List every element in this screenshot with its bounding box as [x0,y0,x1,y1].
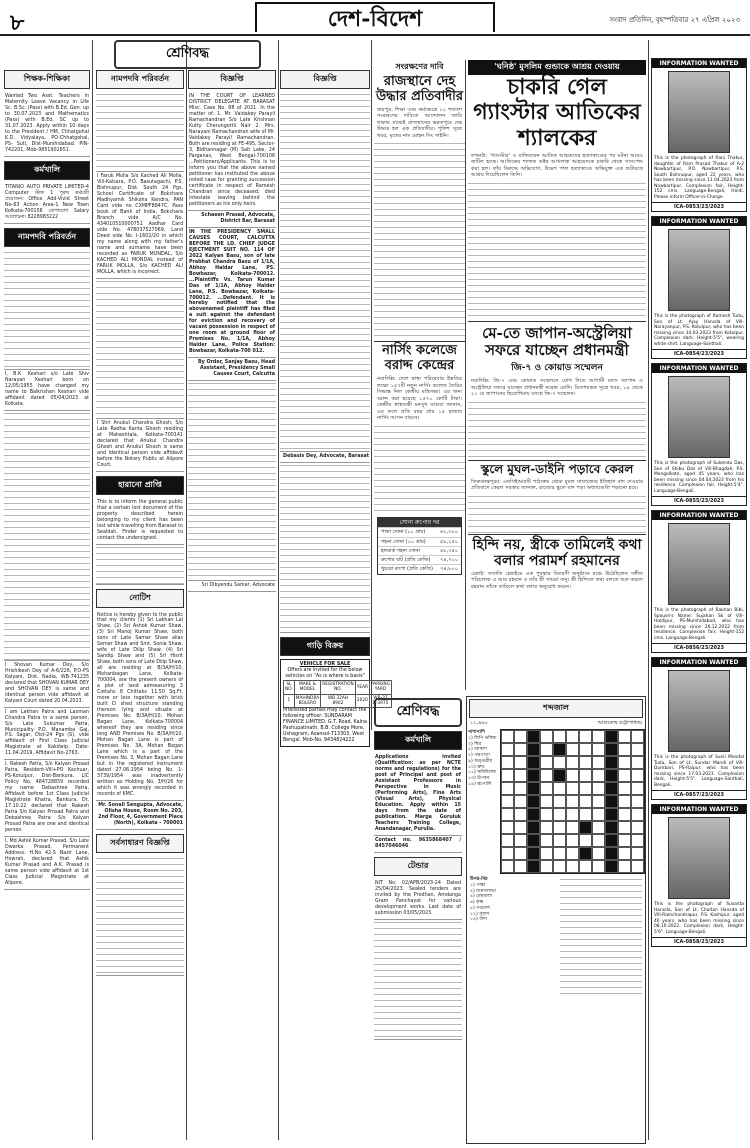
crossword-block-cell [605,743,618,756]
crossword-cell[interactable] [501,769,514,782]
crossword-cell[interactable] [579,743,592,756]
col4-signature: Debasis Dey, Advocate, Barasat [280,452,370,463]
kerala-body: তিরুবনন্তপুরম: এনসিইআরটি পাঠ্যক্রম থেকে মুঘল সাম্রাজ্যের ইতিহাস বাদ দেওয়ার প্রতিবাদে কেরল সরকার জানাল, রাজ্যের স্কুলে বাদ পড়া অধ্যায়গুলি পড়ানো হবে। [471,478,643,492]
column-teachers [4,66,90,1144]
clues-across-label: পাশাপাশি [468,730,485,736]
crossword-block-cell [605,730,618,743]
column-name-change [96,66,184,1144]
crossword-cell[interactable] [566,821,579,834]
section-masthead: দেশ-বিদেশ [255,2,495,32]
crossword-cell[interactable] [618,821,631,834]
crossword-cell[interactable] [579,769,592,782]
nursing-body: নয়াদিল্লি: দেশে স্বাস্থ্য পরিষেবার উন্নতির লক্ষ্যে ১৫৭টি নতুন নার্সিং কলেজ তৈরির সিদ্ধান্ত নিল কেন্দ্রীয় মন্ত্রিসভা। এর জন্য বরাদ্দ করা হয়েছে ১৫৭০ কোটি টাকা। কেন্দ্রীয় স্বাস্থ্যমন্ত্রী মনসুখ মাণ্ডব্য জানান, এর ফলে প্রতি বছর প্রায় ১৫ হাজার নার্সিং আসন বাড়বে। [377,376,462,422]
column-main-news [468,60,646,690]
gold-price-row [378,537,461,546]
crossword-cell[interactable] [501,847,514,860]
gold-price-row [378,527,461,536]
crossword-block-cell [605,847,618,860]
missing-person-card [651,363,747,506]
crossword-cell[interactable] [631,860,644,873]
crossword-block-cell [605,821,618,834]
vehicle-table-cell: 1 [284,694,295,708]
crossword-cell[interactable] [540,743,553,756]
clues-filler [560,877,642,997]
crossword-cell[interactable] [514,743,527,756]
kerala-headline: স্কুলে মুঘল-ডাইনি পড়াবে কেরল [468,460,646,477]
gold-price-value: ৬১,৩০০ [440,529,458,536]
mid-ad-1: I Faruk Molla S/o Kached Ali Molla, Vill-Kalsara, P.O. Basutagachi, P.S. Bishnupur, Dist. South 24 Pgs. School Certificate of Bokchara Madhyamik Shiksha Kendra, PAN Card vide no CXMPF8847C, Pass book of Bank of India, Bokchara Branch vide A/C No. 434010510000751 Aadhar Card vide No. 478037527069, Land Deed vide No. I-1602/20 in which my name along with my father's name and surname have been recorded as FARUK MONDAL, S/o KACHED ALI MONDAL instead of FARUK MOLLA, S/o KACHED ALI MOLLA, which is incorrect. [96,172,184,279]
crossword-cell[interactable] [501,795,514,808]
crossword-cell[interactable] [553,821,566,834]
mid-news-headline: রাজস্থানে দেহ উদ্ধার প্রতিবাদীর [376,74,463,104]
crossword-block-cell [553,769,566,782]
bottom-classifieds-banner: শ্রেণিবদ্ধ [374,698,462,727]
name-change-filler-2 [4,411,90,661]
missing-person-photo [668,817,730,899]
crossword-cell[interactable] [566,756,579,769]
page-number: ৮ [10,10,25,36]
crossword-cell[interactable] [592,769,605,782]
teachers-heading: শিক্ষক-শিক্ষিকা [4,70,90,89]
crossword-cell[interactable] [540,769,553,782]
crossword-cell[interactable] [501,782,514,795]
crossword-cell[interactable] [618,834,631,847]
crossword-cell[interactable] [501,860,514,873]
crossword-cell[interactable] [579,860,592,873]
mid-filler-1 [96,92,184,172]
clue: ১০) দ্রুত [468,764,485,770]
crossword-block-cell [527,782,540,795]
crossword-cell[interactable] [501,834,514,847]
gold-price-row [378,564,461,573]
clue: ১৫) রূপোলি [468,781,492,787]
missing-person-text: This is the photograph of Sunil Mondal Tudu, Son of Lt. Sundar Mandi of Vill-Dumbari, PS-Raipur, who has been missing since 17.03.2023. Complexion dark, Height-5'5". Language-Santhali, Bengali. [654,755,744,788]
employment-ad: TITANIO AUTO PRIVATE LIMITED-4 Computer স্টাফ 1 পুরুষ কর্মচারী প্রয়োজন। Office Add-Vivid Street No-63 Action Area-1 New Town Kolkata-700156 যোগাযোগ Salary আলোচনা। 8228983222 [4,183,90,224]
missing-person-ref: ICA-0854/23/2023 [652,349,746,358]
missing-person-title: INFORMATION WANTED [652,59,746,68]
crossword-cell[interactable] [631,834,644,847]
crossword-cell[interactable] [553,782,566,795]
crossword-cell[interactable] [514,769,527,782]
crossword-cell[interactable] [540,730,553,743]
vehicle-table-head: REGISTRATION NO. [322,681,354,693]
crossword-cell[interactable] [540,782,553,795]
crossword-cell[interactable] [566,782,579,795]
crossword-cell[interactable] [540,808,553,821]
clues-down-column [470,877,560,997]
classifieds-banner-wrap [4,40,371,69]
missing-person-card [651,657,747,800]
crossword-cell[interactable] [553,808,566,821]
crossword-cell[interactable] [592,847,605,860]
crossword-cell[interactable] [618,730,631,743]
crossword-cell[interactable] [618,743,631,756]
col3-signature: Sri Dibyendu Sarkar, Advocate [188,581,276,592]
lost-heading: হারানো প্রাপ্তি [96,476,184,495]
rahman-headline: হিন্দি নয়, স্ত্রীকে তামিলেই কথা বলার পরামর্শ রহমানের [468,534,646,569]
classifieds-banner: শ্রেণিবদ্ধ [114,40,261,69]
lost-filler [96,545,184,585]
crossword-cell[interactable] [501,756,514,769]
crossword-cell[interactable] [579,795,592,808]
column-missing-persons [651,58,747,1144]
nursing-headline: নার্সিং কলেজে বরাদ্দ কেন্দ্রের [374,341,465,374]
name-change-ad-3: I am Lakhan Patra and Laxman Chandra Patra in a same person, S/o Late Sukumar Patra, Municipality P.O. Manamba Gaj, P.S. Sagar, Dist-24 Pgs (S), vide affidavit of First Class Judicial Magistrate at Kakdwip, Date-11.04.2019, Affidavit No-2763. [4,708,90,761]
clue: ১) লিপি ভঙ্গিমা [468,735,497,741]
missing-person-title: INFORMATION WANTED [652,658,746,667]
vehicle-table-head: MAKE & MODEL [294,680,320,694]
missing-person-photo [668,523,730,605]
mid-news-kicker: সংরক্ষণের দাবি [395,62,444,71]
crossword-cell[interactable] [553,834,566,847]
missing-person-photo [668,229,730,311]
crossword-cell[interactable] [540,847,553,860]
clue: ৪) মেঘমালা [470,894,493,900]
crossword-cell[interactable] [631,847,644,860]
clue: ১১) ঋষিবিশেষ [468,770,496,776]
missing-person-card [651,216,747,359]
crossword-block-cell [579,847,592,860]
crossword-cell[interactable] [618,769,631,782]
crossword-cell[interactable] [540,860,553,873]
crossword-cell[interactable] [579,782,592,795]
crossword-cell[interactable] [514,795,527,808]
gold-price-row [378,555,461,564]
missing-person-text: This is the photograph of Susanta Hansda, Son of Lt. Chaitan Hansda of Vill-Ramchandrapur, P.S. Kashipur, aged 40 years, who has been missing since 08.10.2022. Complexion dark, Height-5'6". Language-Bengali. [654,902,744,935]
missing-person-photo [668,670,730,752]
missing-person-ref: ICA-0857/23/2023 [652,790,746,799]
crossword-cell[interactable] [592,730,605,743]
crossword-title: শব্দজাল [469,699,643,718]
pm-visit-filler [468,400,646,460]
gold-price-label: রুপোর বাট (প্রতি কেজি) [381,557,431,563]
crossword-cell[interactable] [514,860,527,873]
crossword-block-cell [527,834,540,847]
crossword-cell[interactable] [553,860,566,873]
crossword-cell[interactable] [553,795,566,808]
crossword-cell[interactable] [631,769,644,782]
crossword-cell[interactable] [514,782,527,795]
pm-visit-body: নয়াদিল্লি: জি-৭ এবং কোয়াড সম্মেলনে যোগ দিতে আগামী মাসে জাপান ও অস্ট্রেলিয়া সফরে যাচ্ছেন প্রধানমন্ত্রী নরেন্দ্র মোদি। বিদেশমন্ত্রক সূত্রে খবর, ১৯ থেকে ২১ মে জাপানের হিরোশিমায় বসছে জি-৭ সম্মেলন। [471,378,643,398]
crossword-body [467,729,645,874]
crossword-cell[interactable] [514,756,527,769]
clue: ১) পান্তা [470,882,486,888]
notice-heading-3: বিজ্ঞপ্তি [280,70,370,89]
rahman-body: চেন্নাই: সম্প্রতি চেন্নাইয়ে এক পুরস্কার বিতরণী অনুষ্ঠানে মঞ্চে উঠেছিলেন সঙ্গীত পরিচালক এ আর রহমান ও তাঁর স্ত্রী সায়রা বানু। স্ত্রী হিন্দিতে কথা বলতে শুরু করলে রহমান তাঁকে তামিলে কথা বলার অনুরোধ করেন। [471,570,643,590]
crossword-meta [467,720,645,726]
name-change-ad-4: I, Rakesh Patra, S/o Kalyan Prosad Patra, Resident-Vill+PO Kachuar, PS-Kotulpur, Dist-Bankura, LIC Policy No. 484728859 recorded my name Debashree Patra. Affidavit before 1st Class Judicial Magistrate Khatra, Bankura, Dt. 17.10.22 declared that Rakesh Patra S/o Kalyan Prosad Patra and Debashree Patra S/o Kalyan Prosad Patra are one and identical person. [4,760,90,837]
name-change-ad-5: I, Md Ashik Kumar Prasad, S/o Late Dwarka Prasad, Permanent Address: H.No 42-S Nazir Lane, Howrah, declared that Ashik Kumar Prasad and A.K. Prasad is same person vide affidavit at 1st Class Judicial Magistrate at Alipore. [4,837,90,890]
crossword-cell[interactable] [631,808,644,821]
missing-person-title: INFORMATION WANTED [652,805,746,814]
court-notice: IN THE COURT OF LEARNED DISTRICT DELEGATE AT BARASAT Misc. Case No. 88 of 2021. In the matter of: 1. Mr. Vaidakey Parayil Ramachandran S/o Late Krishnan Kutty Cherungottil Nair 2. Mrs. Narayani Ramachandran wife of Mr. Vaidakey Parayil Ramachandran. Both are residing at FE-495, Sector-3, Bidhannagar (M) Salt Lake, 24 Parganas, West Bengal-700106 ...Petitioners/Applicants. This is to inform you that the above named petitioner has instituted the above noted case for granting succession certificate in respect of Ramesh Chandran since deceased, died intestate leaving behind the petitioners as his only heirs. [188,92,276,211]
gold-price-value: ৫৮,২৫০ [440,538,458,545]
crossword-cell[interactable] [592,834,605,847]
crossword-cell[interactable] [540,756,553,769]
crossword-block-cell [605,860,618,873]
vehicle-sale-heading: গাড়ি বিক্রয় [280,637,370,656]
vehicle-table-cell: 2020 [355,694,369,708]
vehicle-table-head: PARKING YARD [371,681,390,693]
crossword-block-cell [527,860,540,873]
crossword-cell[interactable] [592,795,605,808]
crossword-block-cell [605,782,618,795]
clue: ৮) গণ্ডদেশ [470,905,491,911]
applications-contact: Contact no. 9635868407 / 8457046046 [374,836,462,853]
crossword-cell[interactable] [592,860,605,873]
vehicle-table-cell: WB-37 D-3975 [370,694,392,708]
crossword-cell[interactable] [579,730,592,743]
crossword-block-cell [605,769,618,782]
crossword-block-cell [527,808,540,821]
missing-person-text: This is the photograph of Sukendu Das, Son of Shibu Das of Vill-Bhagdah, P.S. Mongolkote, aged 45 years, who has been missing since 04.04.2023 from his residence. Complexion fair, Height-5'4". Language-Bengali. [654,461,744,494]
crossword-cell[interactable] [631,730,644,743]
crossword-cell[interactable] [566,743,579,756]
mid-news-body: জয়পুর: শিক্ষা এবং কর্মক্ষেত্রে ১২ শতাংশ সংরক্ষণের দাবিতে আন্দোলন জারি থাকার মাঝেই রাজস্থানের ভরতপুরে দেহ উদ্ধার হল এক প্রতিবাদীর। পুলিশ সূত্রে খবর, মৃতের নাম মোহন সিং সাইনি। [377,106,462,139]
missing-person-ref: ICA-0858/23/2023 [652,937,746,946]
gold-price-value: ৭৪,৭০০ [440,557,458,563]
public-notice-filler [96,856,184,976]
crossword-block-cell [605,834,618,847]
crossword-cell[interactable] [553,847,566,860]
crossword-cell[interactable] [514,834,527,847]
vehicle-sale-footer: Interested parties may contact the following officer: SUNDARAM FINANCE LIMITED, G.T. Road, Kalna Pashupatinath, B.B. College More, Ushagram, Asansol-713303, West Bengal. Mob-No. 9434824222 [283,708,367,744]
vehicle-sale-title: VEHICLE FOR SALE [299,661,351,667]
crossword-cell[interactable] [566,847,579,860]
crossword-cell[interactable] [501,821,514,834]
crossword-cell[interactable] [579,756,592,769]
crossword-cell[interactable] [618,860,631,873]
gold-price-value: ৫৮,৩৫০ [440,547,458,554]
missing-person-ref: ICA-0853/23/2023 [652,202,746,211]
lost-ad: This is to inform the general public that a certain lost document of the property described herein belonging to my client has been lost while travelling from Barasat to Sealdah. Finder is requested to contact the undersigned. [96,498,184,545]
small-causes-signature: By Order, Sanjay Basu, Head Assistant, Presidency Small Causes Court, Calcutta [188,358,276,381]
crossword-cell[interactable] [618,847,631,860]
missing-person-text: This is the photograph of Rakhan Bibi, Spouse's Name: Sujahan Sk of Vill-Haldipur, PS-Murshidabad, who has been missing since 26.12.2022 from residence. Complexion fair, Height-152 cms. Language-Bengali. [654,608,744,641]
name-change-ad-2: I Shovan Kumar Dey, S/o Hrishikesh Dey of A-6/226, P.O-PS Kalyani, Dist. Nadia, WB-741235 declared that SHOVAN KUMAR DEY and SHOVAN DEY is same and identical person vide affidavit at Kalyani Court dated 20.04.2023. [4,661,90,708]
missing-person-card [651,804,747,947]
crossword-cell[interactable] [566,730,579,743]
crossword-cell[interactable] [618,795,631,808]
missing-person-photo [668,376,730,458]
crossword-block-cell [527,847,540,860]
vehicle-table-cell: MAHINDRA BOLERO [295,695,320,707]
page-header [0,0,750,36]
crossword-cell[interactable] [566,795,579,808]
missing-person-ref: ICA-0855/23/2023 [652,496,746,505]
crossword-block-cell [579,821,592,834]
clue: ১৩) উপবন [468,776,490,782]
crossword-grid[interactable] [500,729,645,874]
crossword-cell[interactable] [566,769,579,782]
clues-down-block [467,874,645,1000]
employment-heading: কর্মখালি [4,161,90,180]
column-mid-news [374,60,466,690]
crossword-cell[interactable] [540,821,553,834]
crossword-block-cell [553,743,566,756]
crossword-cell[interactable] [592,756,605,769]
crossword-cell[interactable] [631,756,644,769]
small-causes-notice: IN THE PRESIDENCY SMALL CAUSES COURT, CALCUTTA BEFORE THE LD. CHIEF JUDGE EJECTMENT SUIT NO. 114 OF 2022 Kalyan Basu, son of late Prabhat Chandra Basu of 1/1A, Abhoy Haldar Lane, PS. Bowbazar, Kolkata-700012. ...Plaintiffs Vs. Tarun Kumar Das of 1/1A, Abhoy Halder Lane, P.S. Bowbazar, Kolkata-700012. ...Defendant. It is hereby notified that the abovenamed plaintiff has filed a suit against the defendant for eviction and recovery of vacant possession in respect of one room at ground floor of Premises No. 1/1A, Abhoy Halder Lane, Police Station: Bowbazar, Kolkata-700 012. [188,228,276,359]
crossword-block-cell [527,756,540,769]
missing-person-title: INFORMATION WANTED [652,364,746,373]
crossword-block-cell [605,795,618,808]
main-news-filler [468,181,646,321]
missing-person-photo [668,71,730,153]
crossword-block-cell [527,795,540,808]
tender-filler [374,920,462,1040]
public-notice-heading: সর্বসাধারণ বিজ্ঞপ্তি [96,834,184,853]
vehicle-table-cell: WB 32AH 8902 [321,694,356,708]
crossword-cell[interactable] [501,808,514,821]
missing-person-card [651,510,747,653]
kerala-filler [468,494,646,534]
applications-ad: Applications invited (Qualification: as per NCTE norms and regulations) for the post of Principal and post of Assistant Professors in Perspective in Music (Performing Arts), Fine Arts (Visual Arts), Physical Education. Apply within 15 days from the date of publication. Marga Guruluk Teachers Training College, Anandanagar, Purulia. [374,753,462,836]
name-change-heading: নামপদবি পরিবর্তন [4,228,90,247]
crossword-block-cell [527,743,540,756]
crossword-cell[interactable] [631,782,644,795]
crossword-block-cell [527,821,540,834]
gold-price-label: হলমার্ক গহনা সোনা [381,547,420,554]
missing-person-title: INFORMATION WANTED [652,511,746,520]
mid-ad-2: I Shri Anukul Chandra Ghosh, S/o Late Radha Kanta Ghosh residing at Maheshtala, Kolkata-700141 declared that Anukul Chandra Ghosh and Anukul Ghosh is same and identical person vide affidavit before the Notary Public at Alipore Court. [96,419,184,472]
crossword-cell[interactable] [553,730,566,743]
clue: ১২) সুবাস [470,911,490,917]
crossword-cell[interactable] [514,847,527,860]
gold-price-box [377,517,462,575]
mid-news-filler [374,141,465,341]
col4-filler [280,92,370,452]
crossword-block-cell [605,808,618,821]
crossword-cell[interactable] [514,808,527,821]
crossword-cell[interactable] [579,834,592,847]
crossword-cell[interactable] [631,795,644,808]
clue: ৯) অঙ্গুরীয় [468,758,493,764]
notice-ad: Notice is hereby given to the public that my clients (1) Sri Lakhan Lal Shaw, (2) Sri Ashok Kumar Shaw, (3) Sri Manoj Kumar Shaw, both sons of Late Samar Shaw alias Samar Shaw and Smt. Sonia Shaw, wife of Late Dilip Shaw, (4) Sri Sandip Shaw and (5) Sri Hisrit Shaw, both sons of Late Dilip Shaw, all are residing at B/3A/H/10, Mohanbagan Lane, Kolkata-700004, are the present owners of a plot of land admeasuring 3 Cottahs 8 Chittaks 11.50 Sq.Ft. more or less together with brick built Cl shed structure standing thereon lying and situate at Premises No. B/3A/H/10, Mohan Bagan Lane, Kolkata-700004 whereof they are residing since long AND Premises No. B/3A/H/10, Mohan Bagan Lane is part of Premises No. 3A, Mohan Bagan Lane which is a part of the Premises No. 3, Mohan Bagan Lane but in the registered instrument dated 27.06.1954 being No. 1-3739/1954 was inadvertently written as Holding No. 3/H/26 for which it was wrongly recorded in records of KMC. [96,611,184,802]
main-news-headline: চাকরি গেল গ্যাংস্টার আতিকের শ্যালকের [473,74,641,151]
name-change-heading-mid: নামপদবি পরিবর্তন [96,70,184,89]
notice-signature: Mr. Sonali Sengupta, Advocate, Olisha House, Room No. 203, 2nd Floor, 4, Government Place (North), Kolkata - 700001 [96,801,184,830]
name-change-ad-1: I, B.K. Keshari s/o Late Shiv Narayan Keshari born on 12/05/1955 have changed my name to Balkrishan Keshari vide affidavit dated 05/04/2023 at Kolkata. [4,370,90,411]
gold-price-label: পাকা সোনা (১০ গ্রাম) [381,529,426,536]
crossword-cell[interactable] [631,743,644,756]
crossword-cell[interactable] [540,834,553,847]
pm-visit-subhead: জি-৭ ও কোয়াড সম্মেলন [511,363,603,374]
col3-filler [188,381,276,581]
crossword-cell[interactable] [618,808,631,821]
crossword-cell[interactable] [631,821,644,834]
clue: ৭) পদ্মপাতা [468,753,490,759]
column-court-notices [188,66,276,1144]
crossword-cell[interactable] [566,834,579,847]
column-notices-right [280,66,390,1144]
crossword-cell[interactable] [540,795,553,808]
tender-heading: টেন্ডার [374,857,462,876]
missing-person-ref: ICA-0856/23/2023 [652,643,746,652]
crossword-number: ১১,৯৬০ [470,720,488,726]
column-bottom-classifieds [374,696,462,1144]
dateline: সংবাদ প্রতিদিন, বৃহস্পতিবার ২৭ এপ্রিল ২০২৩ [609,16,740,24]
teacher-ad: Wanted Two Asst. Teachers in Maternity Leave Vacancy in Life Sc. B.Sc. (Pass) with B.Ed. Gen. up to 30.07.2023 and Mathematics (Pass) with B.Ed. SC up to 31.07.2023. Apply within 10 days to the President / HM, Chhatgohal K.D. Vidyalaya, PO-Chhatgohal, PS- Suti, Dist-Murshidabad. PIN-742201, Mob-9851902651. [4,92,90,157]
gold-price-row [378,546,461,555]
crossword-cell[interactable] [592,743,605,756]
crossword-block-cell [605,756,618,769]
clues-across-column [467,729,500,874]
col4-filler-2 [280,463,370,633]
crossword-block-cell [527,769,540,782]
crossword-cell[interactable] [501,730,514,743]
clue: ২) মনোলোভা [470,888,497,894]
notice-heading: নোটিশ [96,589,184,608]
pm-visit-headline: মে-তে জাপান-অস্ট্রেলিয়া সফরে যাচ্ছেন প্রধানমন্ত্রী [468,321,646,360]
crossword-cell[interactable] [566,860,579,873]
notice-heading-2: বিজ্ঞপ্তি [188,70,276,89]
crossword-cell[interactable] [592,821,605,834]
gold-price-value: ৭৪,৮০০ [440,566,458,573]
gold-price-title: সোনা রুপোর দর [378,518,461,528]
vehicle-table-head: SL NO. [285,681,293,693]
crossword-cell[interactable] [618,756,631,769]
vehicle-sale-ad [280,659,390,747]
missing-person-text: This is the photograph of Ramesh Tudu, Son of Lt. Ajay Hansda of Vill-Narayanpur, P.S. Kotulpur, who has been missing since 14.03.2023 from Kotulpur. Complexion dark, Height-5'5", wearing white shirt. Language-Santhali. [654,314,744,347]
missing-person-text: This is the photograph of Rani Thakur, daughter of Ram Prasad Thakur of A-2 Nowbartipur, P.O. Nowbartipur, P.S. South Bishnupur, aged 22 years, who has been missing since 11.04.2023 from Nowbartipur. Complexion fair, Height-152 cms. Language-Bengali, Hindi. Please inform Officer-in-Charge. [654,156,744,200]
crossword-cell[interactable] [592,808,605,821]
crossword-block-cell [527,730,540,743]
clues-down-label: উপর-নিচ [470,877,488,883]
crossword-cell[interactable] [514,821,527,834]
crossword-cell[interactable] [579,808,592,821]
crossword-cell[interactable] [618,782,631,795]
bottom-employment-heading: কর্মখালি [374,731,462,750]
crossword-cell[interactable] [553,756,566,769]
main-news-kicker: 'ঘনিষ্ঠ' মুসলিম গুন্ডাকে আশ্রয় দেওয়ায় [468,60,646,75]
crossword-cell[interactable] [592,782,605,795]
clue: ৩) স্থির [468,741,482,747]
clue: ৫) আকাশ [468,747,487,753]
nursing-filler [374,424,465,514]
vehicle-table-head: YEAR [355,680,369,694]
missing-person-card [651,58,747,212]
crossword-cell[interactable] [566,808,579,821]
clue: ১৪) বাদ্য [470,917,487,923]
tender-ad: NIT No. 02/APB/2023-24 Dated 25/04/2023. Sealed tenders are invited by the Prodhan, Amdanga Gram Panchayat for various development works. Last date of submission 03/05/2023. [374,879,462,920]
clue: ৬) কৃষ্ণ [470,900,484,906]
mid-filler-2 [96,279,184,419]
gold-price-label: খুচরো রুপো (প্রতি কেজি) [381,566,433,573]
crossword-block [466,696,646,1144]
gold-price-label: গহনা সোনা (১০ গ্রাম) [381,538,426,545]
crossword-author: আশুতোষ চট্টোপাধ্যায় [597,720,642,726]
main-news-body: লখনউ: ‘গ্যাংস্টার’ ও মাফিয়াডন আতিক আহমেদের হত্যাকাণ্ডের পর ঘটনা আরও জটিল হচ্ছে। আতিকের শ্যালক ডক্টর আখলাক আহমেদকে চাকরি থেকে সাসপেন্ড করা হল। তাঁর বিরুদ্ধে অভিযোগ, উমেশ পাল হত্যাকাণ্ডে অভিযুক্ত এক শুটারকে আশ্রয় দিয়েছিলেন তিনি। [471,152,643,179]
vehicle-sale-subtitle: Offers are invited for the below vehicles on "As is where is basis" [285,667,365,679]
missing-person-title: INFORMATION WANTED [652,217,746,226]
crossword-cell[interactable] [514,730,527,743]
court-notice-signature: Schaeen Prasad, Advocate, District Bar, Barasat [188,211,276,228]
name-change-filler [4,250,90,370]
crossword-cell[interactable] [501,743,514,756]
